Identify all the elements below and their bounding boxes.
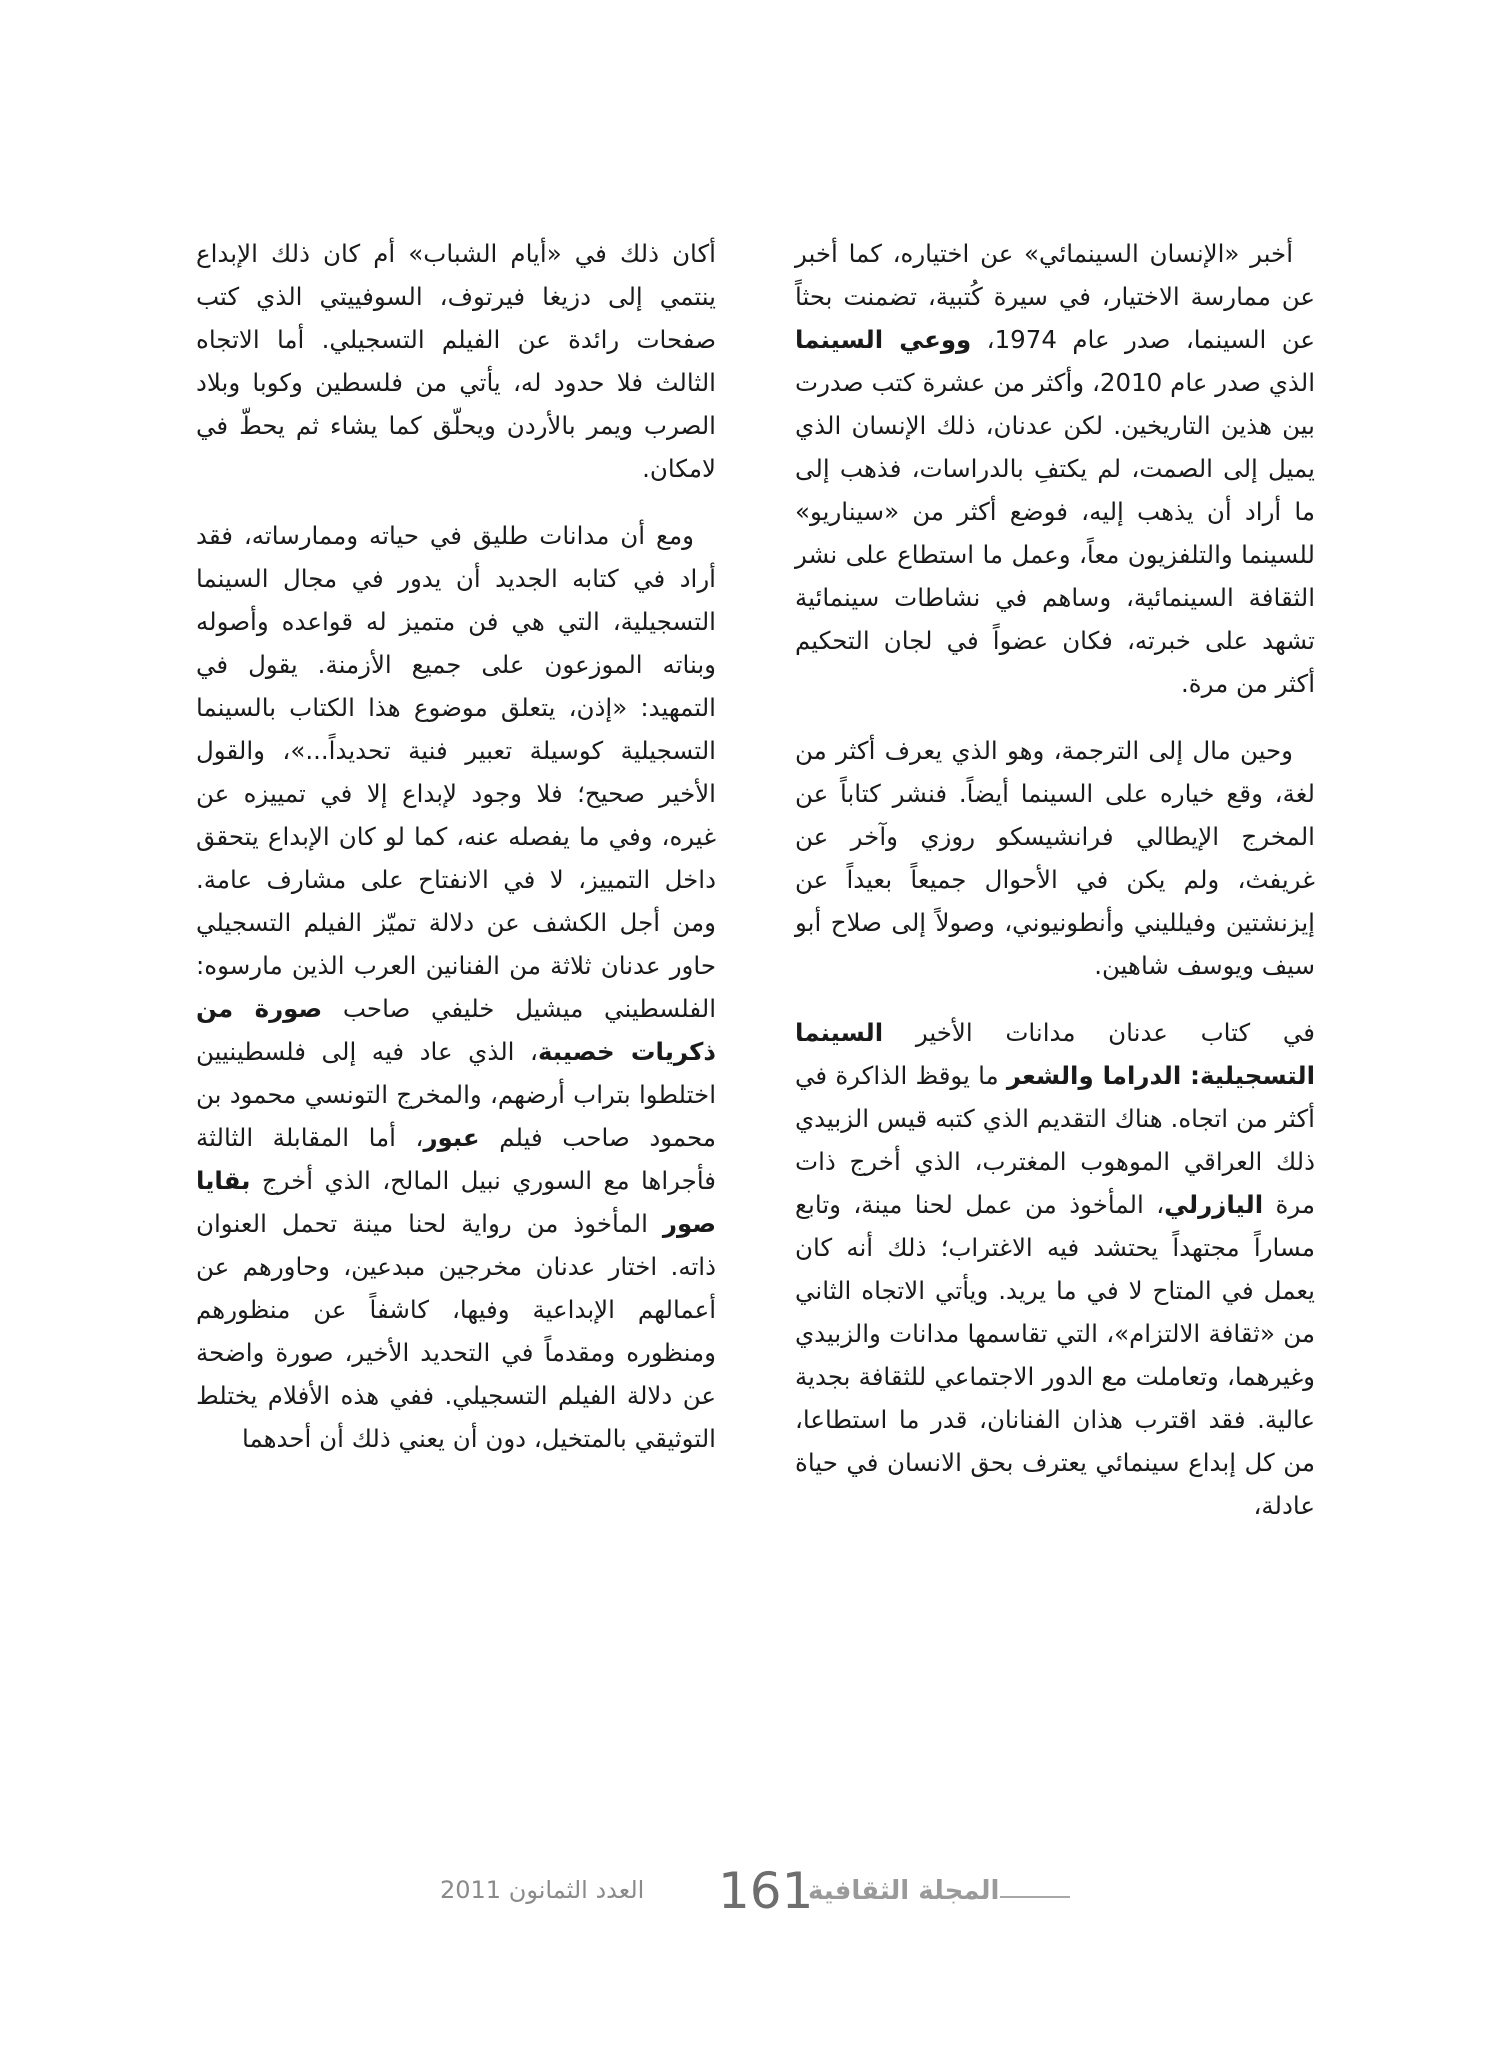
bold-title: السينما التسجيلية: الدراما والشعر — [795, 1018, 1315, 1090]
page-number: 161 — [718, 1862, 814, 1920]
text-run: الذي صدر عام 2010، وأكثر من عشرة كتب صدرت بين هذين التاريخين. لكن عدنان، ذلك الإنسان الذي يميل إلى الصمت، لم يكتفِ بالدراسات، فذهب إلى ما أراد أن يذهب إليه، فوضع أكثر من «سيناريو» للسينما والتلفزيون معاً، وعمل ما استطاع على نشر الثقافة السينمائية، وساهم في نشاطات سينمائية تشهد على خبرته، فكان عضواً في لجان التحكيم أكثر من مرة. — [795, 368, 1315, 698]
text-run: ، الذي عاد فيه إلى فلسطينيين اختلطوا بتراب أرضهم، والمخرج التونسي محمود بن محمود صاحب فيلم — [196, 1037, 716, 1152]
right-text-column — [795, 232, 1315, 1527]
paragraph — [196, 514, 716, 1460]
magazine-name: المجلة الثقافية — [808, 1876, 1000, 1906]
paragraph — [795, 1011, 1315, 1527]
bold-title: اليازرلي — [1164, 1190, 1264, 1219]
issue-label: العدد الثمانون 2011 — [440, 1876, 645, 1904]
text-run: ما يوقظ الذاكرة في أكثر من اتجاه. هناك التقديم الذي كتبه قيس الزبيدي ذلك العراقي الموهوب المغترب، الذي أخرج ذات مرة — [795, 1061, 1316, 1219]
text-run: المأخوذ من رواية لحنا مينة تحمل العنوان ذاته. اختار عدنان مخرجين مبدعين، وحاورهم عن أعمالهم الإبداعية وفيها، كاشفاً عن منظورهم ومنظوره ومقدماً في التحديد الأخير، صورة واضحة عن دلالة الفيلم التسجيلي. ففي هذه الأفلام يختلط التوثيقي بالمتخيل، دون أن يعني ذلك أن أحدهما — [196, 1209, 716, 1453]
page-footer — [0, 1862, 1497, 1930]
text-run: في كتاب عدنان مدانات الأخير — [883, 1018, 1315, 1047]
bold-title: عبور — [423, 1123, 480, 1152]
bold-title: ووعي السينما — [795, 325, 972, 354]
paragraph — [795, 232, 1315, 705]
text-run: أخبر «الإنسان السينمائي» عن اختياره، كما أخبر عن ممارسة الاختيار، في سيرة كُتبية، تضمنت بحثاً عن السينما، صدر عام 1974، — [795, 239, 1315, 354]
bold-title: صورة من ذكريات خصيبة — [196, 994, 716, 1066]
text-run: ومع أن مدانات طليق في حياته وممارساته، فقد أراد في كتابه الجديد أن يدور في مجال السينما التسجيلية، التي هي فن متميز له قواعده وأصوله وبناته الموزعون على جميع الأزمنة. يقول في التمهيد: «إذن، يتعلق موضوع هذا الكتاب بالسينما التسجيلية كوسيلة تعبير فنية تحديداً...»، والقول الأخير صحيح؛ فلا وجود لإبداع إلا في تمييزه عن غيره، وفي ما يفصله عنه، كما لو كان الإبداع يتحقق داخل التمييز، لا في الانفتاح على مشارف عامة. ومن أجل الكشف عن دلالة تميّز الفيلم التسجيلي حاور عدنان ثلاثة من الفنانين العرب الذين مارسوه: الفلسطيني ميشيل خليفي صاحب — [196, 521, 716, 1023]
bold-title: بقايا صور — [196, 1166, 716, 1238]
text-run: ، المأخوذ من عمل لحنا مينة، وتابع مساراً مجتهداً يحتشد فيه الاغتراب؛ ذلك أنه كان يعمل في المتاح لا في ما يريد. ويأتي الاتجاه الثاني من «ثقافة الالتزام»، التي تقاسمها مدانات والزبيدي وغيرهما، وتعاملت مع الدور الاجتماعي للثقافة بجدية عالية. فقد اقترب هذان الفنانان، قدر ما استطاعا، من كل إبداع سينمائي يعترف بحق الانسان في حياة عادلة، — [795, 1190, 1315, 1520]
left-text-column — [196, 232, 716, 1460]
paragraph: أكان ذلك في «أيام الشباب» أم كان ذلك الإبداع ينتمي إلى دزيغا فيرتوف، السوفييتي الذي كتب صفحات رائدة عن الفيلم التسجيلي. أما الاتجاه الثالث فلا حدود له، يأتي من فلسطين وكوبا وبلاد الصرب ويمر بالأردن ويحلّق كما يشاء ثم يحطّ في لامكان. — [196, 239, 716, 483]
footer-divider — [1000, 1896, 1070, 1898]
text-run: ، أما المقابلة الثالثة فأجراها مع السوري نبيل المالح، الذي أخرج — [196, 1123, 716, 1195]
paragraph: وحين مال إلى الترجمة، وهو الذي يعرف أكثر من لغة، وقع خياره على السينما أيضاً. فنشر كتاباً عن المخرج الإيطالي فرانشيسكو روزي وآخر عن غريفث، ولم يكن في الأحوال جميعاً بعيداً عن إيزنشتين وفيلليني وأنطونيوني، وصولاً إلى صلاح أبو سيف ويوسف شاهين. — [795, 736, 1315, 980]
